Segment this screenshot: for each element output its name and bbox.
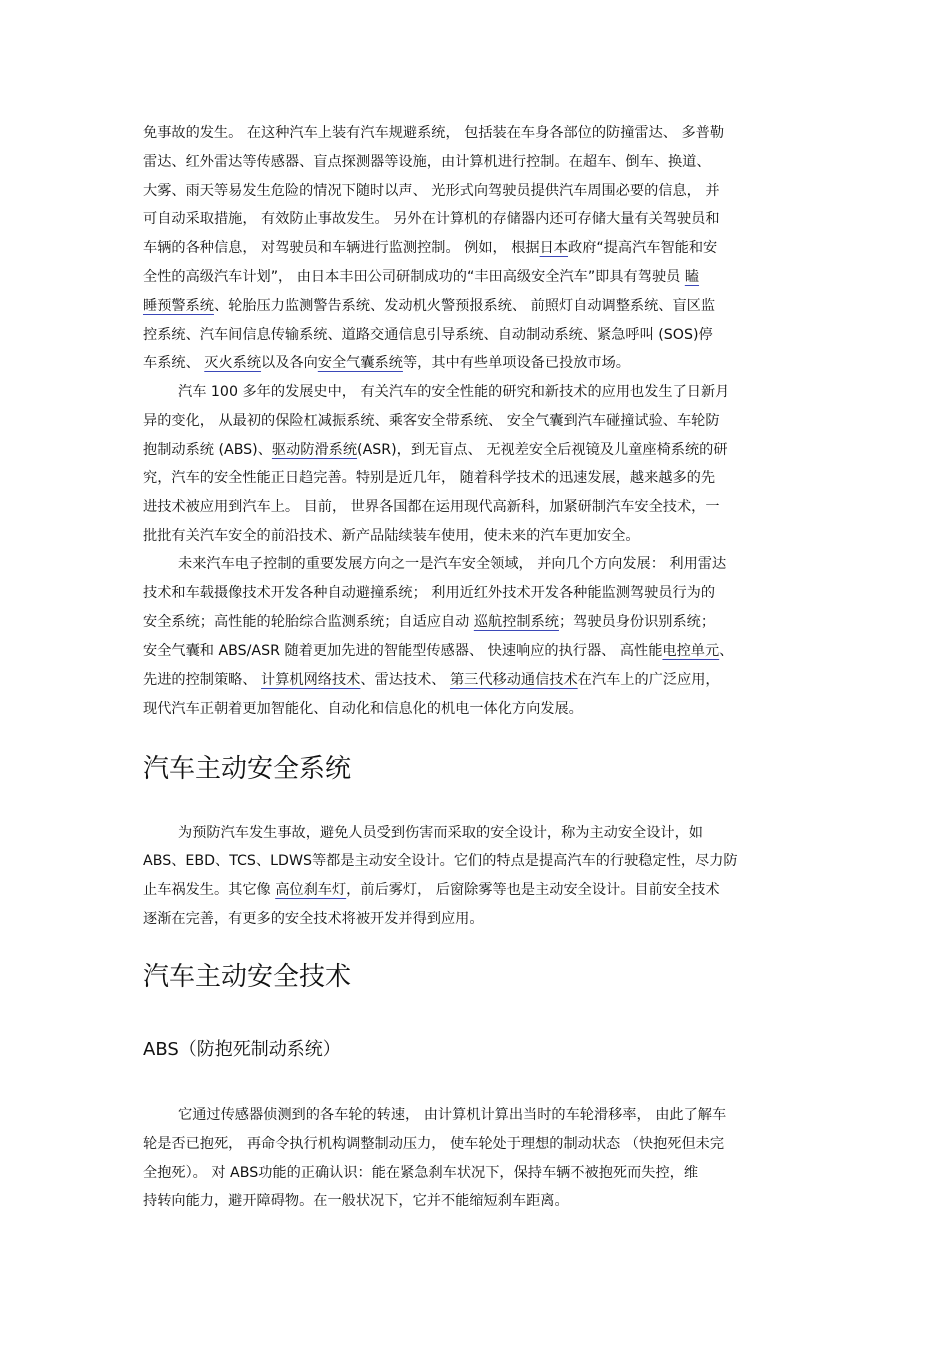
link-traction-control-system[interactable]: 驱动防滑系统 xyxy=(271,442,358,458)
link-drowsiness-warning-system[interactable]: 睡预警系统 xyxy=(143,298,214,314)
text-line xyxy=(143,612,813,632)
text-span: 车系统、 xyxy=(143,355,205,371)
text-line: 批批有关汽车安全的前沿技术、新产品陆续装车使用，使未来的汽车更加安全。 xyxy=(143,528,640,544)
text-span: 全性的高级汽车计划”， 由日本丰田公司研制成功的“丰田高级安全汽车”即具有驾驶员 xyxy=(143,269,685,285)
link-electronic-control-unit[interactable]: 电控单元 xyxy=(662,643,720,659)
text-line xyxy=(143,670,813,690)
text-span: 止车祸发生。其它像 xyxy=(143,882,276,898)
text-line: 它通过传感器侦测到的各车轮的转速， 由计算机计算出当时的车轮滑移率， 由此了解车 xyxy=(178,1107,727,1123)
text-line xyxy=(143,267,813,287)
text-span: 政府“提高汽车智能和安 xyxy=(568,240,718,256)
subsection-heading: ABS（防抱死制动系统） xyxy=(143,1039,341,1060)
text-line: 免事故的发生。 在这种汽车上装有汽车规避系统， 包括装在车身各部位的防撞雷达、 多普勒 xyxy=(143,125,725,141)
text-line: 可自动采取措施， 有效防止事故发生。 另外在计算机的存储器内还可存储大量有关驾驶员和 xyxy=(143,211,720,227)
text-span: 车辆的各种信息， 对驾驶员和车辆进行监测控制。 例如， 根据 xyxy=(143,240,540,256)
text-line: 全抱死）。 对 ABS功能的正确认识：能在紧急刹车状况下，保持车辆不被抱死而失控，维 xyxy=(143,1165,699,1181)
text-span: (ASR)，到无盲点、 无视差安全后视镜及儿童座椅系统的研 xyxy=(357,442,728,458)
text-span: 在汽车上的广泛应用， xyxy=(577,672,720,688)
text-span: 以及各向 xyxy=(261,355,318,371)
text-span: 、 xyxy=(719,643,734,659)
text-line: 究，汽车的安全性能正日趋完善。特别是近几年， 随着科学技术的迅速发展，越来越多的先 xyxy=(143,470,716,486)
text-span: 等，其中有些单项设备已投放市场。 xyxy=(402,355,630,371)
text-line: 大雾、雨天等易发生危险的情况下随时以声、 光形式向驾驶员提供汽车周围必要的信息， 并 xyxy=(143,183,720,199)
text-line: 进技术被应用到汽车上。 目前， 世界各国都在运用现代高新科，加紧研制汽车安全技术，一 xyxy=(143,499,720,515)
text-line: 雷达、红外雷达等传感器、盲点探测器等设施，由计算机进行控制。在超车、倒车、换道、 xyxy=(143,154,711,170)
link-3g-mobile-communication[interactable]: 第三代移动通信技术 xyxy=(449,672,578,688)
text-line: 异的变化， 从最初的保险杠减振系统、乘客安全带系统、 安全气囊到汽车碰撞试验、车轮防 xyxy=(143,413,720,429)
text-line: 技术和车载摄像技术开发各种自动避撞系统； 利用近红外技术开发各种能监测驾驶员行为的 xyxy=(143,585,716,601)
link-fire-suppression-system[interactable]: 灭火系统 xyxy=(204,355,262,371)
text-line: 为预防汽车发生事故，避免人员受到伤害而采取的安全设计，称为主动安全设计，如 xyxy=(178,825,703,841)
text-line: 汽车 100 多年的发展史中， 有关汽车的安全性能的研究和新技术的应用也发生了日新月 xyxy=(178,384,730,400)
section-heading: 汽车主动安全系统 xyxy=(143,754,352,784)
text-line xyxy=(143,880,813,900)
text-line xyxy=(143,353,813,373)
text-line: 未来汽车电子控制的重要发展方向之一是汽车安全领域， 并向几个方向发展： 利用雷达 xyxy=(178,556,727,572)
text-line: 持转向能力，避开障碍物。在一般状况下，它并不能缩短刹车距离。 xyxy=(143,1193,569,1209)
text-line: 现代汽车正朝着更加智能化、自动化和信息化的机电一体化方向发展。 xyxy=(143,701,583,717)
text-span: ，前后雾灯， 后窗除雾等也是主动安全设计。目前安全技术 xyxy=(346,882,720,898)
text-span: ；驾驶员身份识别系统； xyxy=(558,614,716,630)
link-airbag-system[interactable]: 安全气囊系统 xyxy=(317,355,403,371)
text-line xyxy=(143,641,813,661)
section-heading: 汽车主动安全技术 xyxy=(143,962,352,992)
text-span: 安全气囊和 ABS/ASR 随着更加先进的智能型传感器、 快速响应的执行器、 高性能 xyxy=(143,643,663,659)
text-span: 抱制动系统 (ABS)、 xyxy=(143,442,272,458)
text-line xyxy=(143,296,813,316)
link-computer-network-technology[interactable]: 计算机网络技术 xyxy=(261,672,361,688)
text-line: 逐渐在完善，有更多的安全技术将被开发并得到应用。 xyxy=(143,911,484,927)
text-span: 安全系统；高性能的轮胎综合监测系统；自适应自动 xyxy=(143,614,474,630)
text-line: 控系统、汽车间信息传输系统、道路交通信息引导系统、自动制动系统、紧急呼叫 (SOS)停 xyxy=(143,327,713,343)
text-span: 、雷达技术、 xyxy=(360,672,450,688)
text-span: 先进的控制策略、 xyxy=(143,672,262,688)
text-span: 、轮胎压力监测警告系统、发动机火警预报系统、 前照灯自动调整系统、盲区监 xyxy=(213,298,716,314)
link-high-mount-brake-light[interactable]: 高位刹车灯 xyxy=(275,882,347,898)
link-cruise-control-system[interactable]: 巡航控制系统 xyxy=(473,614,559,630)
text-line: 轮是否已抱死， 再命令执行机构调整制动压力， 使车轮处于理想的制动状态 （快抱死但未完 xyxy=(143,1136,725,1152)
text-line xyxy=(143,440,813,460)
text-line: ABS、EBD、TCS、LDWS等都是主动安全设计。它们的特点是提高汽车的行驶稳定性，尽力防 xyxy=(143,853,738,869)
link-drowsiness-warning-part1[interactable]: 瞌 xyxy=(684,269,700,285)
text-line xyxy=(143,238,813,258)
link-japan[interactable]: 日本 xyxy=(539,240,568,256)
